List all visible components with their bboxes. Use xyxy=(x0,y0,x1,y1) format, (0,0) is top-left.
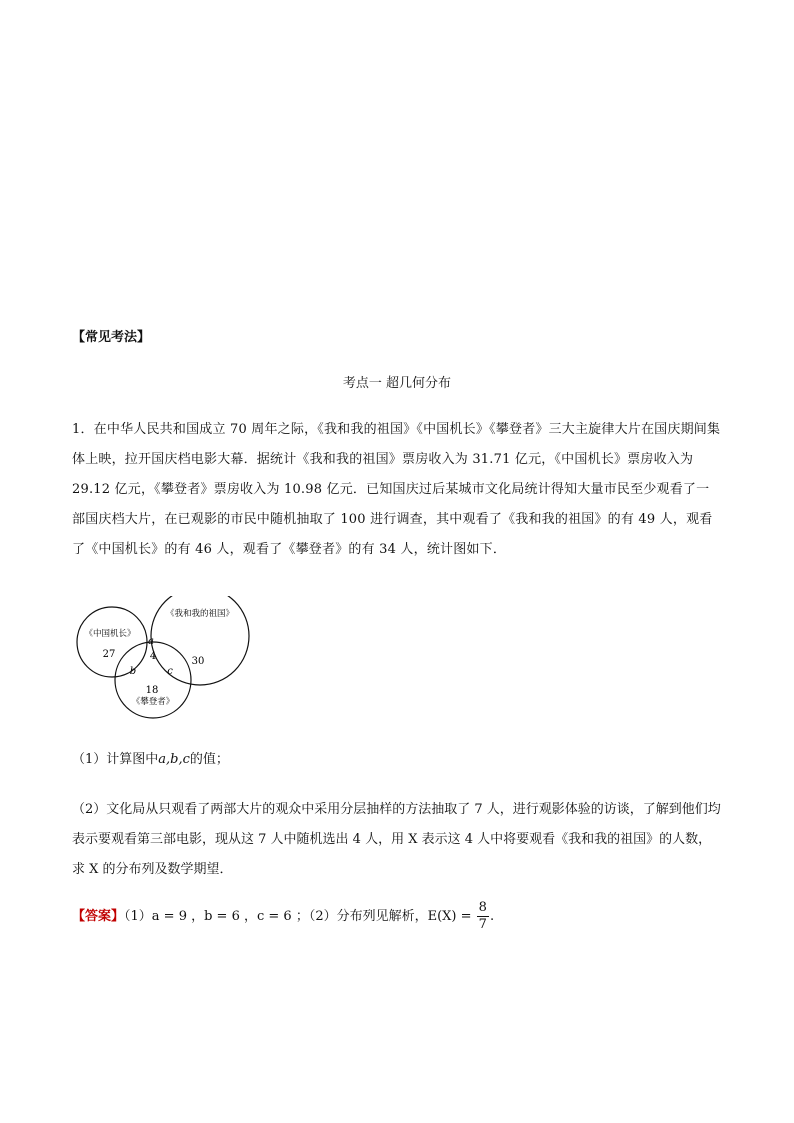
venn-count-jizhang-only: 27 xyxy=(102,649,116,660)
subquestion-1-vars: a,b,c xyxy=(158,752,190,767)
venn-count-pandeng-only: 18 xyxy=(145,685,159,696)
answer-label: 【答案】 xyxy=(72,909,125,924)
answer xyxy=(72,900,494,933)
answer-fraction xyxy=(477,900,489,933)
venn-var-c: c xyxy=(167,666,173,677)
subquestion-1 xyxy=(72,748,229,767)
topic-title: 考点一 超几何分布 xyxy=(342,376,452,391)
problem-statement: 1．在中华人民共和国成立 70 周年之际，《我和我的祖国》《中国机长》《攀登者》三大主旋律大片在国庆期间集体上映，拉开国庆档电影大幕．据统计《我和我的祖国》票房收入为 31.71 亿元，《中国机长》票房收入为 29.12 亿元，《攀登者》票房收入为 10.98 亿元．已知国庆过后某城市文化局统计得知大量市民至少观看了一部国庆档大片，在已观影的市民中随机抽取了 100 进行调查，其中观看了《我和我的祖国》的有 49 人，观看了《中国机长》的有 46 人，观看了《攀登者》的有 34 人，统计图如下． xyxy=(72,422,721,557)
circle-jizhang xyxy=(77,607,147,677)
fraction-denominator: 7 xyxy=(478,917,487,932)
subquestion-1-suffix: 的值； xyxy=(189,752,229,767)
answer-end: . xyxy=(489,909,495,924)
venn-count-center: 4 xyxy=(149,651,157,662)
venn-label-jizhang: 《中国机长》 xyxy=(84,629,136,639)
venn-diagram xyxy=(70,596,260,726)
answer-text: （1）a = 9 ，b = 6 ，c = 6 ；（2）分布列见解析，E(X) = xyxy=(124,909,472,924)
fraction-numerator: 8 xyxy=(478,900,487,915)
venn-label-pandeng: 《攀登者》 xyxy=(131,697,175,707)
venn-var-b: b xyxy=(129,666,137,677)
subquestion-2: （2）文化局从只观看了两部大片的观众中采用分层抽样的方法抽取了 7 人，进行观影体验的访谈，了解到他们均表示要观看第三部电影，现从这 7 人中随机选出 4 人，用 X 表示这 4 人中将要观看《我和我的祖国》的人数，求 X 的分布列及数学期望． xyxy=(72,802,721,877)
subquestion-1-prefix: （1）计算图中 xyxy=(72,752,159,767)
venn-var-a: a xyxy=(148,636,154,647)
section-heading: 【常见考法】 xyxy=(72,330,151,345)
venn-count-zuguo-only: 30 xyxy=(191,656,205,667)
venn-label-zuguo: 《我和我的祖国》 xyxy=(165,609,235,619)
